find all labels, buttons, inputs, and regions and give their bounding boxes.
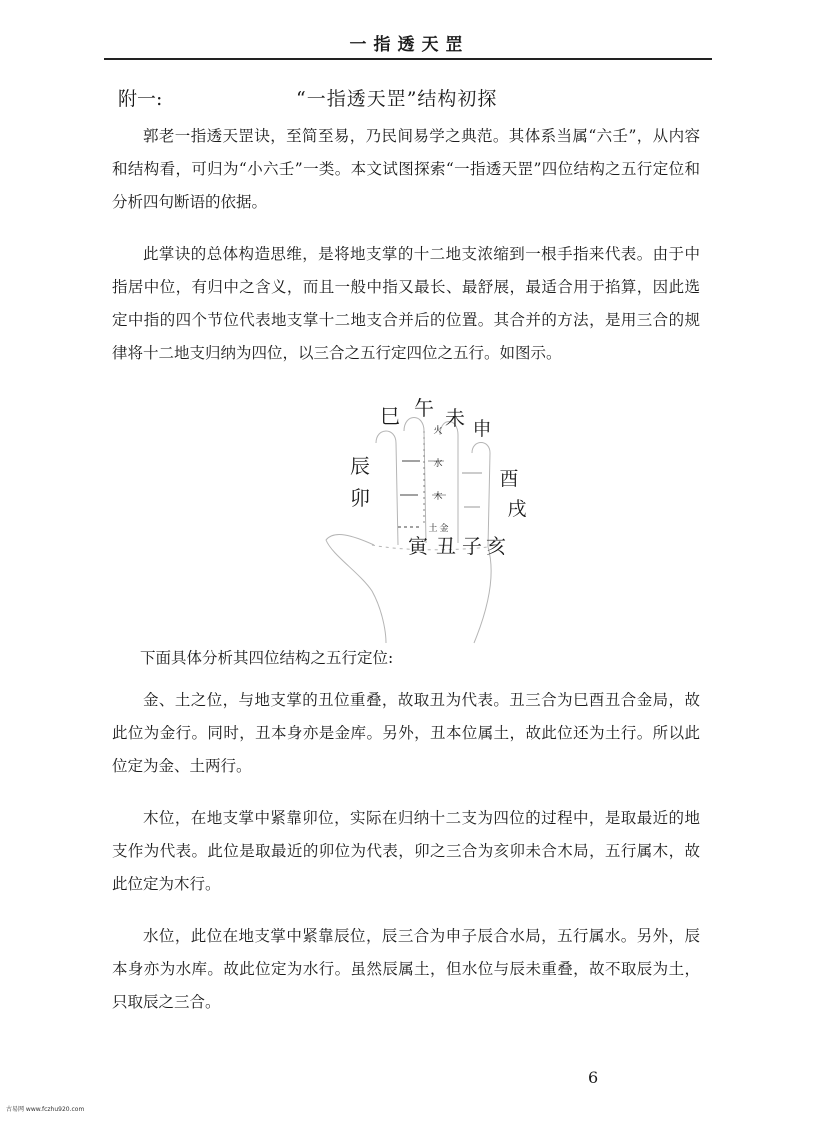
- branch-chen: 辰: [350, 454, 370, 478]
- paragraph-water: 水位，此位在地支掌中紧靠辰位，辰三合为申子辰合水局，五行属水。另外，辰本身亦为水库。故此位定为水行。虽然辰属土，但水位与辰未重叠，故不取辰为土，只取辰之三合。: [112, 927, 700, 1011]
- hand-diagram: [312, 395, 542, 645]
- element-earth: 土: [428, 524, 438, 534]
- article-title: “一指透天罡”结构初探: [296, 88, 498, 110]
- paragraph-analysis-intro: 下面具体分析其四位结构之五行定位:: [140, 649, 394, 667]
- branch-hai: 亥: [486, 534, 506, 558]
- appendix-label: 附一:: [118, 88, 163, 110]
- branch-zi: 子: [462, 534, 482, 558]
- running-header: 一指透天罡: [349, 35, 470, 55]
- paragraph-wood: 木位，在地支掌中紧靠卯位，实际在归纳十二支为四位的过程中，是取最近的地支作为代表。此位是取最近的卯位为代表，卯之三合为亥卯未合木局，五行属木，故此位定为木行。: [112, 809, 700, 893]
- branch-chou: 丑: [436, 534, 456, 558]
- branch-mao: 卯: [350, 486, 370, 510]
- branch-yin: 寅: [408, 534, 428, 558]
- branch-wu: 午: [414, 396, 434, 420]
- branch-xu: 戌: [507, 498, 527, 520]
- hand-outline: [326, 418, 491, 644]
- element-water: 水: [433, 459, 443, 469]
- element-fire: 火: [433, 426, 443, 436]
- branch-si: 巳: [380, 404, 400, 428]
- branch-wei: 未: [445, 406, 465, 430]
- joint-lines: [398, 431, 482, 527]
- paragraph-metal-earth: 金、土之位，与地支掌的丑位重叠，故取丑为代表。丑三合为巳酉丑合金局，故此位为金行。同时，丑本身亦是金库。另外，丑本位属土，故此位还为土行。所以此位定为金、土两行。: [112, 691, 700, 775]
- branch-shen: 申: [472, 418, 492, 440]
- source-watermark: 古易网 www.fczhu920.com: [6, 1106, 85, 1113]
- element-metal: 金: [439, 524, 449, 534]
- paragraph-intro: 郭老一指透天罡诀，至简至易，乃民间易学之典范。其体系当属“六壬”，从内容和结构看，可归为“小六壬”一类。本文试图探索“一指透天罡”四位结构之五行定位和分析四句断语的依据。: [112, 127, 700, 211]
- header-rule: [104, 58, 712, 60]
- element-wood: 木: [433, 492, 443, 502]
- paragraph-construction: 此掌诀的总体构造思维，是将地支掌的十二地支浓缩到一根手指来代表。由于中指居中位，有归中之含义，而且一般中指又最长、最舒展，最适合用于掐算，因此选定中指的四个节位代表地支掌十二地支合并后的位置。其合并的方法，是用三合的规律将十二地支归纳为四位，以三合之五行定四位之五行。如图示。: [112, 245, 700, 362]
- page-number: 6: [588, 1068, 599, 1087]
- branch-you: 酉: [499, 468, 519, 490]
